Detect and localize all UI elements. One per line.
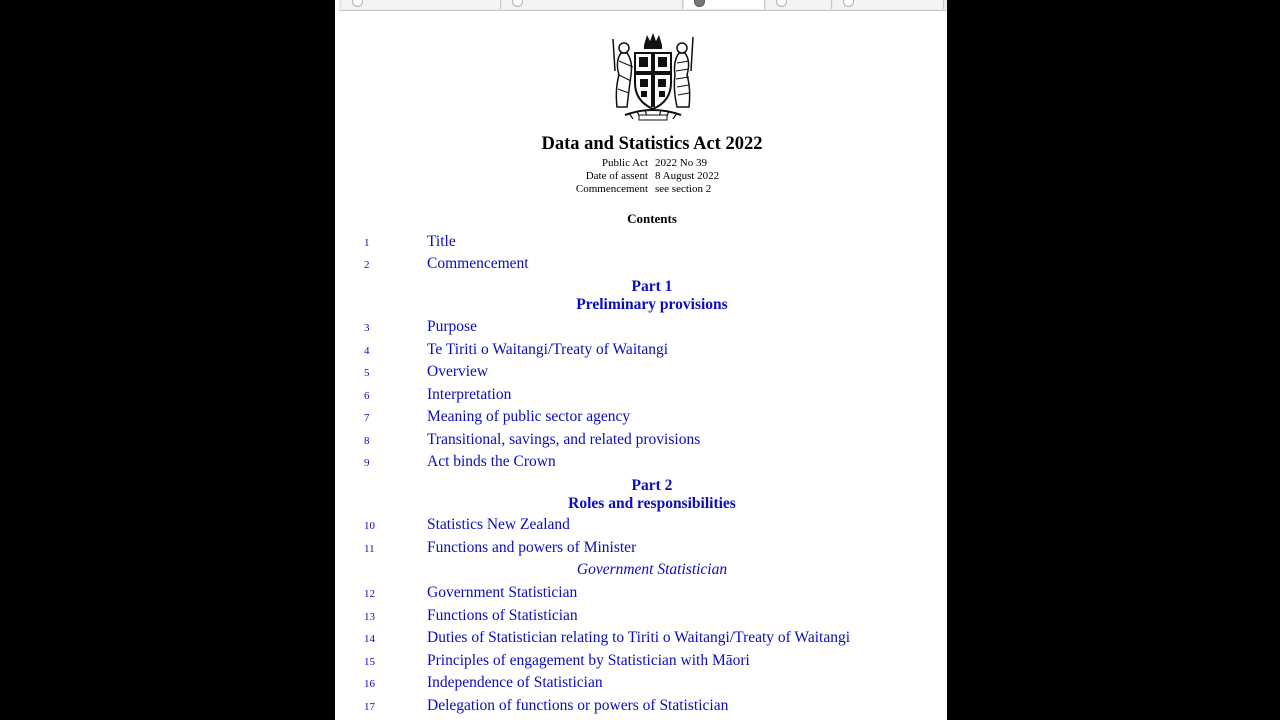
tab-icon bbox=[776, 0, 787, 7]
toc-section-link[interactable]: Statistics New Zealand bbox=[427, 516, 570, 533]
nz-coat-of-arms-icon bbox=[603, 31, 703, 123]
toc-section-number: 17 bbox=[364, 701, 375, 713]
toc-section-link[interactable]: Duties of Statistician relating to Tiriti o Waitangi/Treaty of Waitangi bbox=[427, 629, 851, 646]
contents-heading: Contents bbox=[627, 211, 677, 226]
toc-entry[interactable] bbox=[339, 386, 947, 406]
toc-entry[interactable] bbox=[339, 652, 947, 672]
toc-section-link[interactable]: Principles of engagement by Statistician with Māori bbox=[427, 652, 750, 669]
toc-entry[interactable] bbox=[339, 341, 947, 361]
meta-label: Commencement bbox=[575, 183, 648, 195]
toc-section-number: 15 bbox=[364, 656, 375, 668]
tab-icon bbox=[352, 0, 363, 7]
tab-active[interactable] bbox=[684, 0, 765, 9]
tab-4[interactable] bbox=[766, 0, 832, 9]
toc-section-link[interactable]: Te Tiriti o Waitangi/Treaty of Waitangi bbox=[427, 341, 669, 358]
toc-entry[interactable] bbox=[339, 453, 947, 473]
toc-section-number: 4 bbox=[364, 345, 370, 357]
toc-section-number: 6 bbox=[364, 390, 370, 402]
toc-section-number: 2 bbox=[364, 259, 370, 271]
toc-entry[interactable] bbox=[339, 539, 947, 559]
toc-section-link[interactable]: Overview bbox=[427, 363, 489, 380]
tab-1[interactable] bbox=[342, 0, 501, 9]
toc-section-link[interactable]: Purpose bbox=[427, 318, 477, 335]
toc-section-number: 9 bbox=[364, 457, 370, 469]
part-2-heading[interactable]: Roles and responsibilities bbox=[568, 495, 736, 512]
tab-2[interactable] bbox=[502, 0, 683, 9]
toc-entry[interactable] bbox=[339, 431, 947, 451]
toc-section-link[interactable]: Government Statistician bbox=[427, 584, 578, 601]
meta-row-commencement bbox=[339, 183, 947, 196]
toc-section-number: 5 bbox=[364, 367, 370, 379]
act-title: Data and Statistics Act 2022 bbox=[541, 134, 763, 154]
toc-entry[interactable] bbox=[339, 408, 947, 428]
document-page bbox=[339, 11, 947, 720]
meta-value: 8 August 2022 bbox=[655, 170, 720, 182]
toc-entry[interactable] bbox=[339, 233, 947, 253]
toc-section-number: 1 bbox=[364, 237, 370, 249]
toc-section-number: 3 bbox=[364, 322, 370, 334]
tab-icon bbox=[512, 0, 523, 7]
tab-icon bbox=[843, 0, 854, 7]
toc-section-number: 10 bbox=[364, 520, 375, 532]
toc-section-link[interactable]: Transitional, savings, and related provisions bbox=[427, 431, 701, 448]
toc-section-number: 11 bbox=[364, 543, 375, 555]
meta-label: Date of assent bbox=[585, 170, 648, 182]
toc-entry[interactable] bbox=[339, 363, 947, 383]
toc-entry[interactable] bbox=[339, 607, 947, 627]
meta-label: Public Act bbox=[601, 157, 648, 169]
toc-entry[interactable] bbox=[339, 255, 947, 275]
toc-entry[interactable] bbox=[339, 629, 947, 649]
toc-section-link[interactable]: Meaning of public sector agency bbox=[427, 408, 631, 425]
toc-entry[interactable] bbox=[339, 318, 947, 338]
toc-section-link[interactable]: Act binds the Crown bbox=[427, 453, 556, 470]
meta-value: 2022 No 39 bbox=[655, 157, 707, 169]
toc-section-link[interactable]: Interpretation bbox=[427, 386, 512, 403]
toc-section-link[interactable]: Title bbox=[427, 233, 456, 250]
toc-section-link[interactable]: Functions and powers of Minister bbox=[427, 539, 637, 556]
subheading-government-statistician[interactable]: Government Statistician bbox=[576, 561, 728, 578]
tab-icon bbox=[694, 0, 705, 7]
toc-section-link[interactable]: Independence of Statistician bbox=[427, 674, 603, 691]
toc-section-number: 16 bbox=[364, 678, 375, 690]
toc-section-number: 8 bbox=[364, 435, 370, 447]
part-1-heading[interactable]: Preliminary provisions bbox=[576, 296, 728, 313]
meta-row-public-act bbox=[339, 157, 947, 170]
tab-strip bbox=[339, 0, 947, 11]
toc-entry[interactable] bbox=[339, 516, 947, 536]
toc-section-number: 7 bbox=[364, 412, 370, 424]
toc-entry[interactable] bbox=[339, 697, 947, 717]
part-1-label[interactable]: Part 1 bbox=[631, 278, 673, 295]
toc-section-number: 12 bbox=[364, 588, 375, 600]
toc-section-link[interactable]: Delegation of functions or powers of Statistician bbox=[427, 697, 729, 714]
toc-section-link[interactable]: Functions of Statistician bbox=[427, 607, 578, 624]
tab-5[interactable] bbox=[833, 0, 944, 9]
toc-entry[interactable] bbox=[339, 674, 947, 694]
toc-section-number: 13 bbox=[364, 611, 375, 623]
toc-entry[interactable] bbox=[339, 584, 947, 604]
toc-section-number: 14 bbox=[364, 633, 375, 645]
part-2-label[interactable]: Part 2 bbox=[631, 477, 673, 494]
toc-section-link[interactable]: Commencement bbox=[427, 255, 529, 272]
meta-value: see section 2 bbox=[655, 183, 712, 195]
meta-row-date-of-assent bbox=[339, 170, 947, 183]
